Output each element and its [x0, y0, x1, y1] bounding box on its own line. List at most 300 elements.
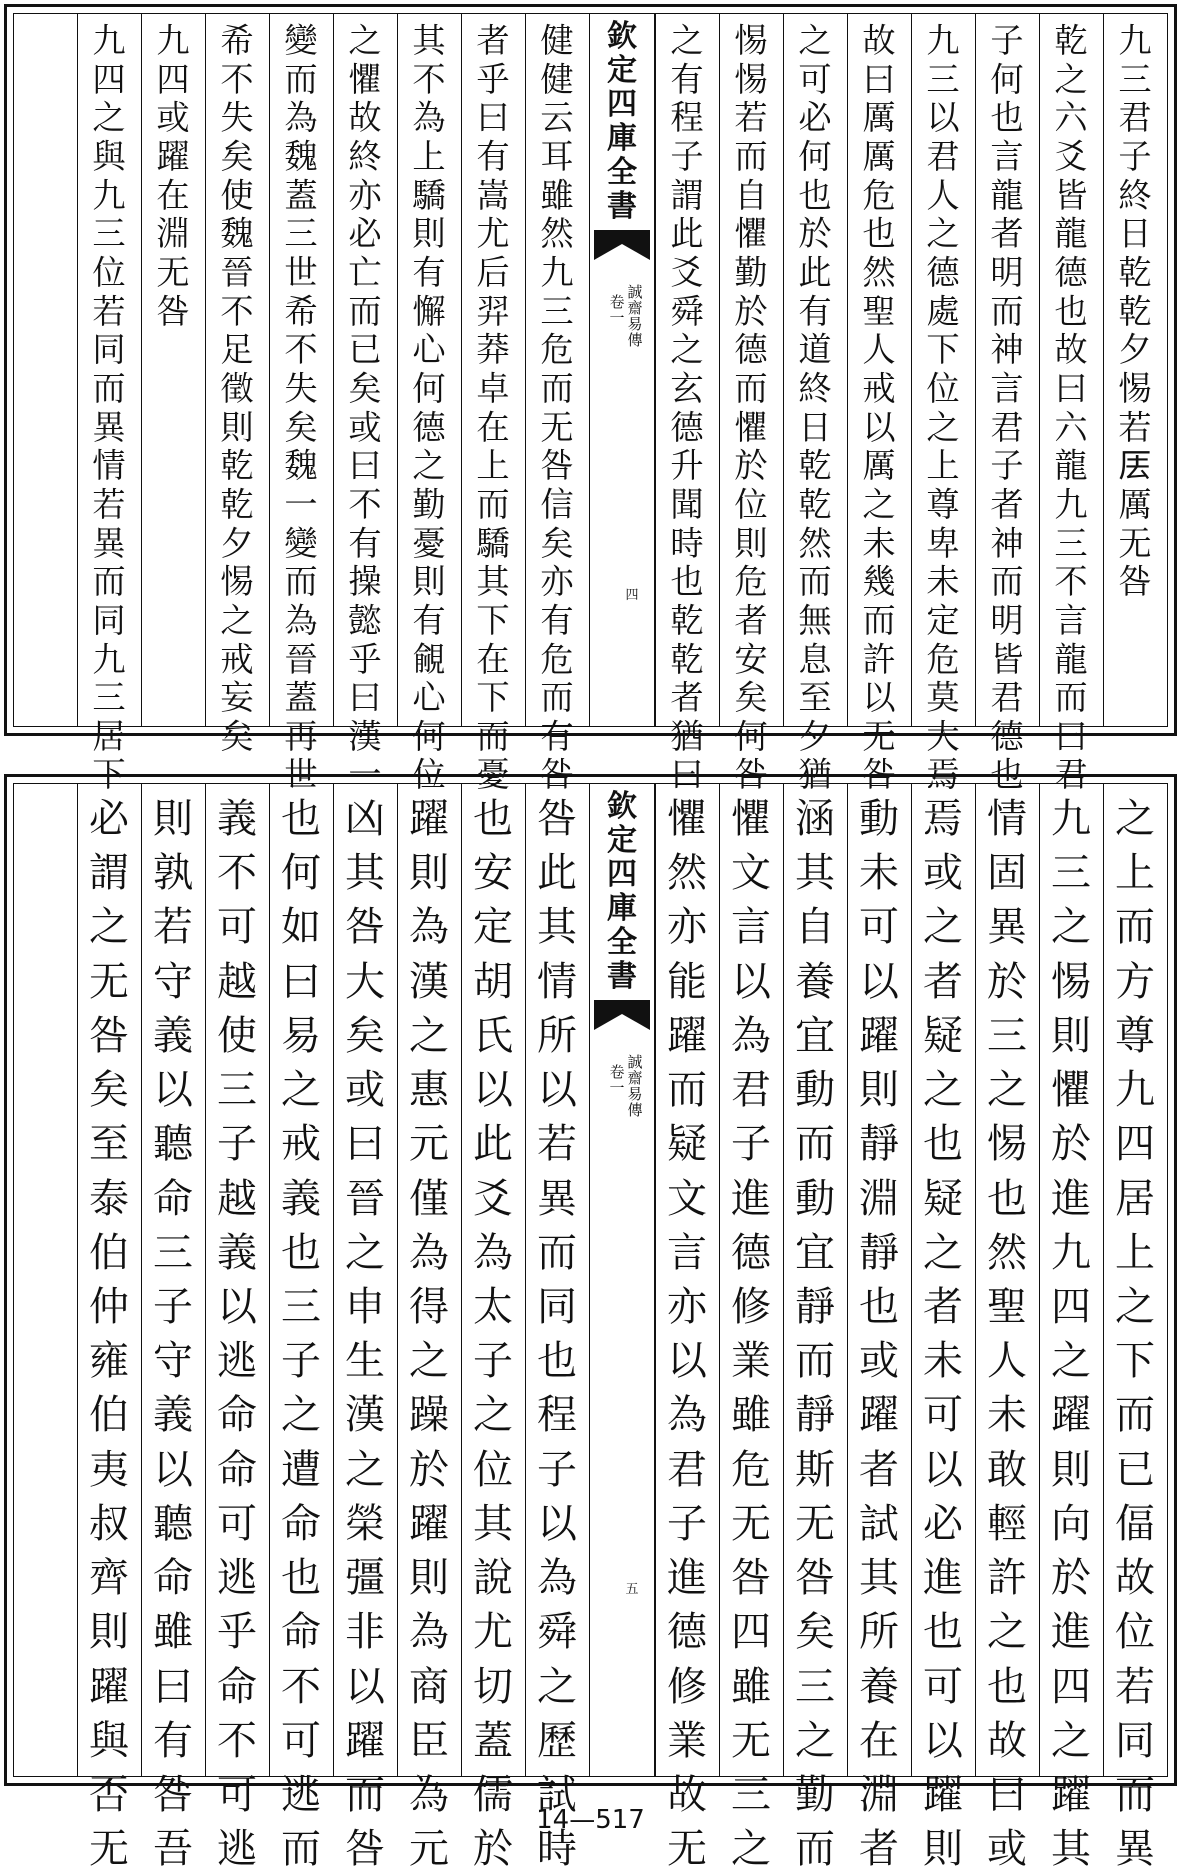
glyph: 其 [345, 850, 385, 897]
glyph: 乾 [1054, 21, 1088, 60]
glyph: 日 [1118, 214, 1152, 254]
glyph: 曰 [1054, 716, 1088, 756]
glyph: 曰 [1054, 368, 1088, 408]
glyph: 聽 [153, 1500, 193, 1547]
glyph: 安 [734, 639, 768, 679]
glyph: 而 [734, 136, 768, 176]
glyph: 一 [284, 484, 318, 524]
glyph: 舜 [537, 1609, 577, 1656]
glyph: 再 [284, 716, 318, 756]
glyph: 易 [627, 1085, 643, 1103]
glyph: 君 [990, 678, 1024, 718]
glyph: 僅 [409, 1175, 449, 1222]
glyph: 而 [1115, 904, 1155, 951]
glyph: 四 [607, 857, 637, 892]
glyph: 終 [1118, 175, 1152, 215]
column-rule [77, 14, 78, 726]
glyph: 德 [734, 330, 768, 370]
glyph: 太 [473, 1283, 513, 1330]
glyph: 則 [153, 796, 193, 842]
glyph: 何 [412, 368, 446, 408]
glyph: 晉 [284, 639, 318, 679]
glyph: 戒 [281, 1121, 321, 1168]
column-rule [847, 14, 848, 726]
glyph: 未 [987, 1392, 1027, 1439]
glyph: 乾 [798, 484, 832, 524]
glyph: 乾 [1118, 252, 1152, 292]
glyph: 心 [412, 330, 446, 370]
glyph: 升 [670, 446, 704, 486]
glyph: 惠 [409, 1067, 449, 1114]
glyph: 養 [859, 1663, 899, 1710]
glyph: 齋 [627, 1069, 643, 1087]
glyph: 明 [990, 600, 1024, 640]
glyph: 驕 [476, 523, 510, 563]
band-volume [608, 294, 626, 326]
glyph: 逃 [217, 1338, 257, 1385]
glyph: 卑 [926, 523, 960, 563]
glyph: 叔 [89, 1500, 129, 1547]
glyph: 之 [1115, 1283, 1155, 1330]
glyph: 時 [670, 523, 704, 563]
glyph: 九 [156, 21, 190, 60]
glyph: 儒 [473, 1771, 513, 1818]
glyph: 卷 [609, 1063, 625, 1081]
column-rule [205, 14, 206, 726]
glyph: 健 [540, 59, 574, 99]
glyph: 勤 [734, 252, 768, 292]
glyph: 而 [990, 562, 1024, 602]
glyph: 子 [1118, 136, 1152, 176]
glyph: 失 [284, 368, 318, 408]
glyph: 同 [92, 330, 126, 370]
glyph: 許 [862, 639, 896, 679]
glyph: 晉 [220, 252, 254, 292]
glyph: 也 [859, 1283, 899, 1330]
glyph: 驕 [412, 175, 446, 215]
glyph: 危 [926, 639, 960, 679]
glyph: 則 [220, 407, 254, 447]
glyph: 有 [348, 523, 382, 563]
glyph: 斯 [795, 1446, 835, 1493]
glyph: 必 [348, 214, 382, 254]
glyph: 義 [281, 1175, 321, 1222]
glyph: 以 [923, 1446, 963, 1493]
glyph: 也 [990, 755, 1024, 795]
glyph: 能 [667, 958, 707, 1005]
glyph: 乾 [670, 600, 704, 640]
glyph: 有 [540, 600, 574, 640]
glyph: 言 [667, 1229, 707, 1276]
column-rule [911, 14, 912, 726]
glyph: 尊 [926, 484, 960, 524]
top-right-column-4 [912, 21, 974, 795]
glyph: 君 [926, 136, 960, 176]
top-left-column-7 [142, 22, 204, 718]
glyph: 之 [409, 1338, 449, 1385]
glyph: 躍 [859, 1392, 899, 1439]
glyph: 情 [537, 958, 577, 1005]
glyph: 曰 [153, 1663, 193, 1710]
glyph: 懼 [1051, 1067, 1091, 1114]
glyph: 元 [409, 1826, 449, 1873]
glyph: 君 [1118, 98, 1152, 138]
glyph: 必 [89, 796, 129, 842]
glyph: 曰 [670, 755, 704, 795]
glyph: 君 [731, 1067, 771, 1114]
glyph: 則 [89, 1609, 129, 1656]
glyph: 也 [798, 175, 832, 215]
glyph: 得 [409, 1283, 449, 1330]
glyph: 位 [926, 368, 960, 408]
glyph: 逃 [217, 1555, 257, 1602]
glyph: 言 [990, 136, 1024, 176]
glyph: 之 [1051, 1338, 1091, 1385]
glyph: 為 [409, 1229, 449, 1276]
glyph: 之 [412, 446, 446, 486]
glyph: 有 [412, 600, 446, 640]
glyph: 之 [281, 1067, 321, 1114]
glyph: 胡 [473, 958, 513, 1005]
glyph: 之 [926, 214, 960, 254]
glyph: 莽 [476, 330, 510, 370]
glyph: 或 [156, 98, 190, 138]
glyph: 者 [670, 678, 704, 718]
glyph: 其 [537, 904, 577, 951]
glyph: 覦 [412, 639, 446, 679]
column-rule [975, 784, 976, 1776]
glyph: 而 [92, 368, 126, 408]
glyph: 乎 [217, 1609, 257, 1656]
top-left-column-4 [334, 21, 396, 795]
glyph: 動 [859, 796, 899, 842]
glyph: 四 [1051, 1663, 1091, 1710]
glyph: 之 [923, 1229, 963, 1276]
glyph: 躍 [1051, 1771, 1091, 1818]
glyph: 信 [540, 484, 574, 524]
glyph: 此 [670, 214, 704, 254]
top-left-column-1 [526, 21, 588, 795]
glyph: 无 [731, 1500, 771, 1547]
top-right-column-7 [720, 21, 782, 795]
glyph: 養 [795, 958, 835, 1005]
glyph: 其 [473, 1500, 513, 1547]
bottom-center-band [589, 784, 655, 1776]
glyph: 以 [217, 1283, 257, 1330]
glyph: 咎 [153, 1771, 193, 1818]
glyph: 下 [926, 330, 960, 370]
glyph: 曰 [345, 1121, 385, 1168]
column-rule [461, 784, 462, 1776]
glyph: 上 [476, 446, 510, 486]
glyph: 則 [734, 523, 768, 563]
glyph: 者 [859, 1826, 899, 1873]
glyph: 而 [92, 562, 126, 602]
glyph: 厲 [862, 98, 896, 138]
bottom-left-column-1 [526, 792, 588, 1873]
glyph: 魏 [284, 136, 318, 176]
glyph: 修 [731, 1283, 771, 1330]
glyph: 下 [92, 755, 126, 795]
glyph: 為 [537, 1555, 577, 1602]
glyph: 三 [731, 1771, 771, 1818]
glyph: 焉 [923, 796, 963, 842]
glyph: 咎 [795, 1555, 835, 1602]
glyph: 然 [540, 214, 574, 254]
glyph: 乾 [220, 446, 254, 486]
glyph: 其 [1051, 1826, 1091, 1873]
glyph: 庫 [607, 121, 637, 156]
glyph: 而 [795, 1338, 835, 1385]
glyph: 不 [281, 1663, 321, 1710]
glyph: 咎 [156, 291, 190, 331]
glyph: 何 [412, 716, 446, 756]
column-rule [397, 14, 398, 726]
glyph: 失 [220, 98, 254, 138]
glyph: 躁 [409, 1392, 449, 1439]
glyph: 夕 [1118, 330, 1152, 370]
column-rule [655, 14, 656, 726]
glyph: 无 [667, 1826, 707, 1873]
glyph: 曰 [476, 98, 510, 138]
glyph: 程 [537, 1392, 577, 1439]
glyph: 異 [92, 407, 126, 447]
glyph: 德 [926, 252, 960, 292]
glyph: 為 [412, 98, 446, 138]
glyph: 越 [217, 1175, 257, 1222]
glyph: 六 [1054, 407, 1088, 447]
glyph: 進 [1051, 1609, 1091, 1656]
column-rule [269, 784, 270, 1776]
glyph: 九 [1051, 796, 1091, 842]
glyph: 情 [987, 796, 1027, 842]
glyph: 而 [284, 59, 318, 99]
bottom-right-column-3 [976, 792, 1038, 1873]
glyph: 蓋 [284, 678, 318, 718]
glyph: 以 [862, 407, 896, 447]
glyph: 然 [798, 523, 832, 563]
glyph: 已 [1115, 1446, 1155, 1493]
glyph: 子 [537, 1446, 577, 1493]
glyph: 則 [1051, 1012, 1091, 1059]
glyph: 三 [92, 214, 126, 254]
glyph: 而 [990, 291, 1024, 331]
glyph: 靜 [795, 1392, 835, 1439]
glyph: 徵 [220, 368, 254, 408]
glyph: 而 [734, 368, 768, 408]
glyph: 九 [1118, 21, 1152, 60]
glyph: 四 [92, 59, 126, 99]
glyph: 庫 [607, 891, 637, 926]
glyph: 一 [609, 1079, 625, 1097]
glyph: 也 [281, 1555, 321, 1602]
column-rule [783, 784, 784, 1776]
glyph: 若 [1118, 407, 1152, 447]
glyph: 之 [862, 484, 896, 524]
glyph: 矣 [540, 523, 574, 563]
glyph: 此 [473, 1121, 513, 1168]
top-left-column-8 [78, 21, 140, 795]
glyph: 其 [859, 1555, 899, 1602]
glyph: 上 [1115, 850, 1155, 897]
glyph: 矣 [795, 1609, 835, 1656]
glyph: 龍 [1054, 639, 1088, 679]
glyph: 以 [345, 1663, 385, 1710]
glyph: 之 [409, 1012, 449, 1059]
glyph: 懈 [412, 291, 446, 331]
glyph: 而 [1115, 1392, 1155, 1439]
glyph: 孰 [153, 850, 193, 897]
glyph: 夕 [220, 523, 254, 563]
glyph: 雖 [153, 1609, 193, 1656]
glyph: 四 [1051, 1283, 1091, 1330]
glyph: 乾 [220, 484, 254, 524]
glyph: 德 [412, 407, 446, 447]
glyph: 龍 [1054, 446, 1088, 486]
glyph: 或 [345, 1067, 385, 1114]
bottom-right-column-7 [720, 792, 782, 1873]
glyph: 魏 [284, 446, 318, 486]
glyph: 曰 [862, 59, 896, 99]
glyph: 伯 [89, 1392, 129, 1439]
glyph: 命 [281, 1609, 321, 1656]
glyph: 焉 [926, 755, 960, 795]
glyph: 於 [409, 1446, 449, 1493]
glyph: 九 [92, 175, 126, 215]
glyph: 子 [731, 1121, 771, 1168]
glyph: 然 [667, 850, 707, 897]
glyph: 位 [92, 252, 126, 292]
glyph: 也 [1054, 291, 1088, 331]
glyph: 三 [1054, 523, 1088, 563]
glyph: 許 [987, 1555, 1027, 1602]
glyph: 舜 [670, 291, 704, 331]
glyph: 謂 [89, 850, 129, 897]
glyph: 不 [412, 59, 446, 99]
glyph: 明 [990, 252, 1024, 292]
glyph: 懼 [734, 407, 768, 447]
glyph: 使 [217, 1012, 257, 1059]
glyph: 定 [607, 53, 637, 88]
glyph: 進 [667, 1555, 707, 1602]
band-volume [608, 1064, 626, 1096]
glyph: 淵 [859, 1175, 899, 1222]
glyph: 故 [667, 1771, 707, 1818]
glyph: 德 [731, 1229, 771, 1276]
glyph: 之 [795, 1717, 835, 1764]
glyph: 書 [607, 189, 637, 224]
glyph: 於 [798, 214, 832, 254]
glyph: 安 [473, 850, 513, 897]
glyph: 之 [987, 1609, 1027, 1656]
bottom-right-column-4 [912, 792, 974, 1873]
glyph: 懼 [667, 796, 707, 842]
glyph: 修 [667, 1663, 707, 1710]
glyph: 為 [284, 600, 318, 640]
glyph: 咎 [862, 755, 896, 795]
glyph: 君 [1054, 755, 1088, 795]
column-rule [525, 14, 526, 726]
glyph: 神 [990, 523, 1024, 563]
glyph: 然 [987, 1229, 1027, 1276]
glyph: 而 [348, 291, 382, 331]
glyph: 乾 [670, 639, 704, 679]
top-left-column-2 [462, 21, 524, 795]
glyph: 无 [795, 1500, 835, 1547]
glyph: 敢 [987, 1446, 1027, 1493]
glyph: 也 [473, 796, 513, 842]
glyph: 必 [798, 98, 832, 138]
bottom-left-column-2 [462, 792, 524, 1873]
glyph: 守 [153, 1338, 193, 1385]
glyph: 自 [734, 175, 768, 215]
glyph: 變 [284, 523, 318, 563]
glyph: 子 [473, 1338, 513, 1385]
glyph: 矣 [220, 136, 254, 176]
bottom-left-column-8 [78, 792, 140, 1873]
glyph: 也 [537, 1338, 577, 1385]
column-rule [719, 784, 720, 1776]
glyph: 命 [153, 1175, 193, 1222]
glyph: 躍 [859, 1012, 899, 1059]
glyph: 后 [476, 252, 510, 292]
glyph: 乾 [798, 446, 832, 486]
glyph: 下 [1115, 1338, 1155, 1385]
glyph: 若 [537, 1121, 577, 1168]
glyph: 有 [476, 136, 510, 176]
band-folio-number: 五 [625, 1582, 639, 1597]
bottom-left-column-4 [334, 792, 396, 1873]
glyph: 命 [153, 1555, 193, 1602]
glyph: 程 [670, 98, 704, 138]
top-right-column-3 [976, 21, 1038, 795]
glyph: 則 [1051, 1446, 1091, 1493]
glyph: 元 [409, 1121, 449, 1168]
glyph: 大 [926, 716, 960, 756]
glyph: 居 [92, 716, 126, 756]
glyph: 矣 [345, 1012, 385, 1059]
glyph: 惕 [1051, 958, 1091, 1005]
glyph: 試 [537, 1771, 577, 1818]
glyph: 為 [409, 1771, 449, 1818]
glyph: 故 [862, 21, 896, 60]
glyph: 而 [281, 1826, 321, 1873]
glyph: 而 [795, 1826, 835, 1873]
glyph: 終 [798, 368, 832, 408]
glyph: 德 [670, 407, 704, 447]
glyph: 三 [540, 291, 574, 331]
glyph: 者 [476, 21, 510, 60]
glyph: 子 [670, 136, 704, 176]
glyph: 君 [990, 407, 1024, 447]
glyph: 然 [862, 252, 896, 292]
bottom-left-column-3 [398, 792, 460, 1873]
glyph: 之 [923, 904, 963, 951]
glyph: 欽 [607, 19, 637, 54]
glyph: 惕 [734, 21, 768, 60]
glyph: 咎 [345, 904, 385, 951]
top-left-column-5 [270, 21, 332, 795]
glyph: 莫 [926, 678, 960, 718]
glyph: 誠 [627, 1053, 643, 1071]
glyph: 也 [987, 1663, 1027, 1710]
glyph: 九 [540, 252, 574, 292]
glyph: 云 [540, 98, 574, 138]
glyph: 有 [412, 252, 446, 292]
bottom-right-column-1 [1104, 792, 1166, 1873]
top-right-column-6 [784, 21, 846, 795]
glyph: 躍 [89, 1663, 129, 1710]
